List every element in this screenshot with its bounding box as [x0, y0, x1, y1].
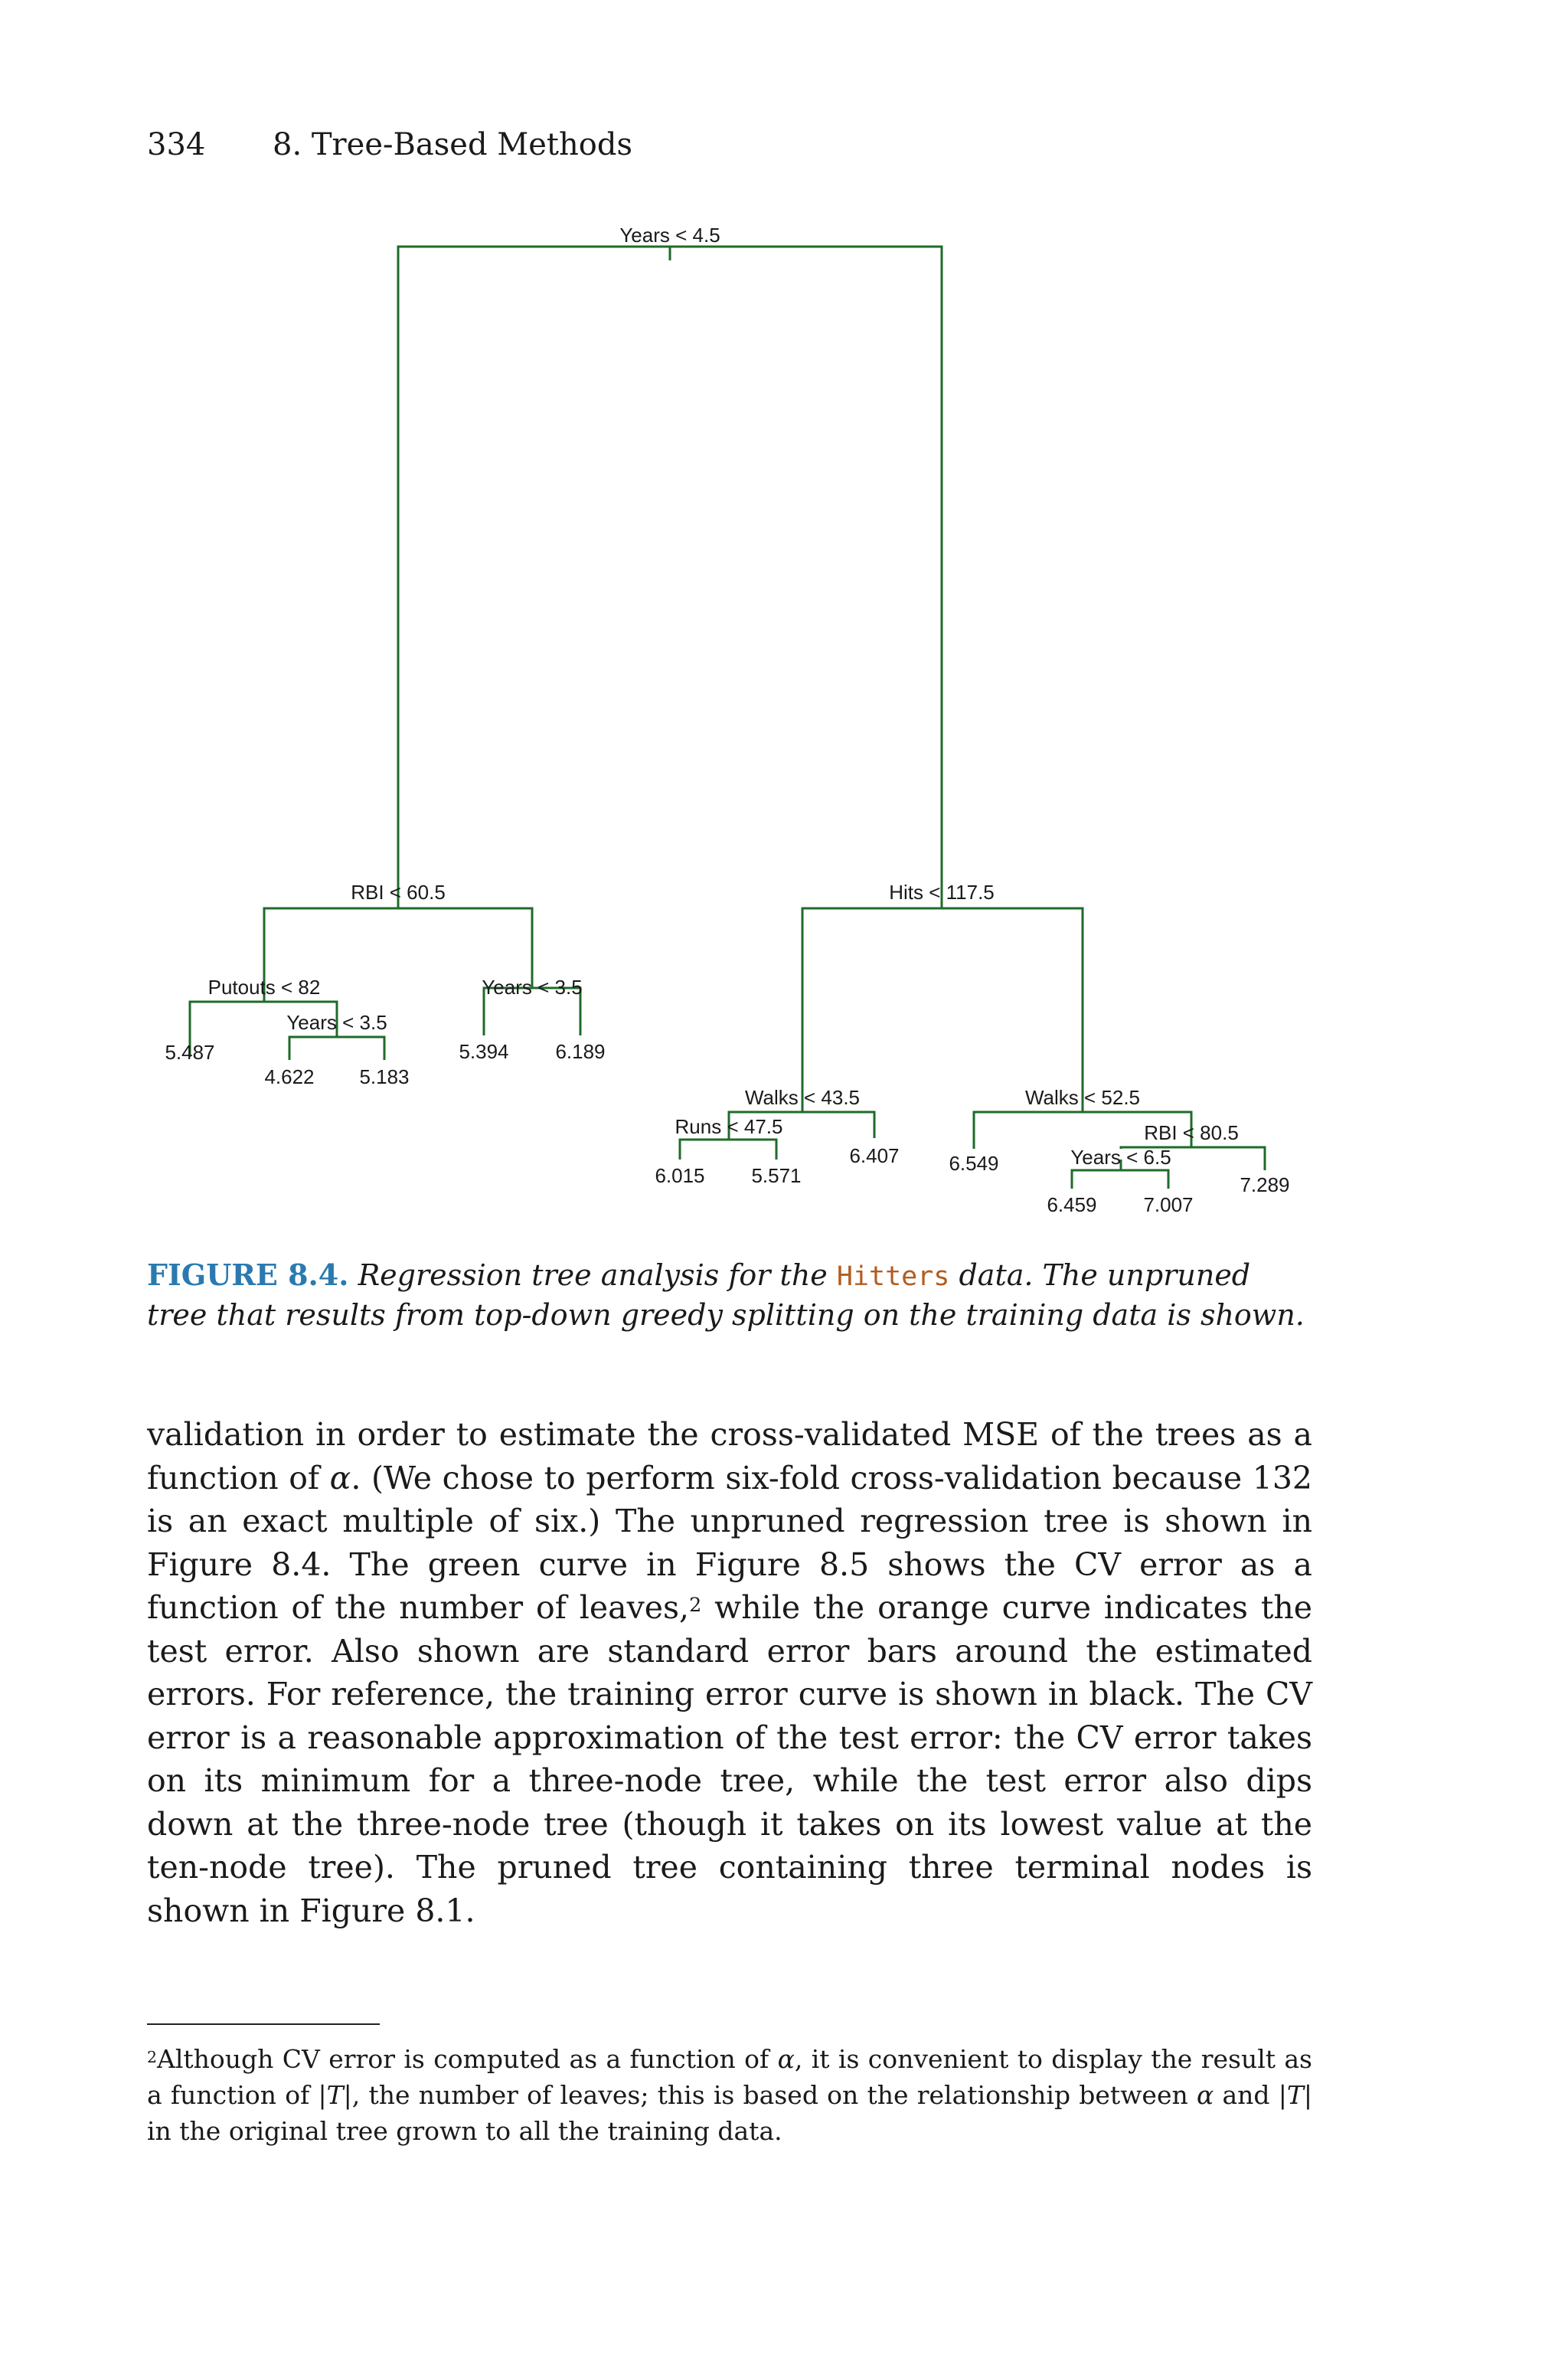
leaf-value: 5.571 [751, 1164, 802, 1187]
footnote-rule [147, 2023, 380, 2025]
split-label: Years < 3.5 [482, 976, 583, 999]
body-paragraph [147, 1413, 1312, 1932]
footnote-marker: 2 [689, 1593, 702, 1617]
split-label: Putouts < 82 [207, 976, 321, 999]
leaf-value: 4.622 [264, 1065, 315, 1088]
caption-text: data. The unpruned tree that results from top-down greedy splitting on the training data is shown. [147, 1258, 1305, 1332]
math-alpha: α [1196, 2080, 1214, 2110]
body-text: validation in order to estimate the cross-validated MSE of the trees as a function of [147, 1416, 1312, 1496]
math-alpha: α [777, 2044, 795, 2074]
math-tree-size: |T| [318, 2080, 352, 2110]
split-label: Hits < 117.5 [889, 881, 995, 904]
leaf-value: 6.015 [655, 1164, 705, 1187]
caption-dataset-name: Hitters [836, 1261, 950, 1292]
split-label: RBI < 80.5 [1144, 1121, 1239, 1144]
footnote-text: , it is convenient to display the result as a function of [147, 2044, 1312, 2110]
footnote-text: Although CV error is computed as a function of [157, 2044, 769, 2074]
leaf-value: 6.459 [1047, 1193, 1097, 1216]
split-label: Years < 3.5 [286, 1011, 387, 1034]
caption-text: Regression tree analysis for the [358, 1258, 828, 1292]
figure-label: FIGURE 8.4. [147, 1258, 349, 1292]
tree-branches [190, 247, 1265, 1189]
leaf-value: 6.189 [555, 1040, 606, 1063]
figure-caption [147, 1256, 1318, 1334]
math-alpha: α [329, 1459, 351, 1496]
math-tree-size: |T| [1278, 2080, 1312, 2110]
chapter-title: 8. Tree-Based Methods [273, 127, 632, 162]
footnote-text: , the number of leaves; this is based on the relationship between [351, 2080, 1188, 2110]
leaf-value: 5.394 [459, 1040, 509, 1063]
leaf-value: 5.487 [165, 1041, 215, 1064]
leaf-value: 5.183 [359, 1065, 410, 1088]
split-label: Years < 4.5 [619, 224, 720, 247]
leaf-value: 6.549 [949, 1152, 999, 1175]
leaf-value: 6.407 [849, 1144, 900, 1167]
split-label: Runs < 47.5 [675, 1115, 783, 1138]
body-text: . (We chose to perform six-fold cross-validation because 132 is an exact multiple of six.) The unpruned regression tree is shown in Figure 8.4. The green curve in Figure 8.5 shows the CV error as a function of the number of leaves, [147, 1459, 1312, 1626]
footnote-text: and [1214, 2080, 1270, 2110]
footnote-text: in the original tree grown to all the training data. [147, 2116, 782, 2146]
footnote-number: 2 [147, 2047, 158, 2066]
footnote [147, 2041, 1312, 2149]
split-label: Walks < 52.5 [1024, 1086, 1141, 1109]
leaf-value: 7.289 [1240, 1173, 1290, 1196]
split-label: RBI < 60.5 [351, 881, 446, 904]
leaf-value: 7.007 [1143, 1193, 1194, 1216]
split-label: Walks < 43.5 [744, 1086, 861, 1109]
body-text: while the orange curve indicates the test error. Also shown are standard error bars around the estimated errors. For reference, the training error curve is shown in black. The CV error is a reasonable approximation of the test error: the CV error takes on its minimum for a three-node tree, while the test error also dips down at the three-node tree (though it takes on its lowest value at the ten-node tree). The pruned tree containing three terminal nodes is shown in Figure 8.1. [147, 1589, 1312, 1929]
split-label: Years < 6.5 [1070, 1146, 1171, 1169]
page-number: 334 [147, 127, 206, 162]
